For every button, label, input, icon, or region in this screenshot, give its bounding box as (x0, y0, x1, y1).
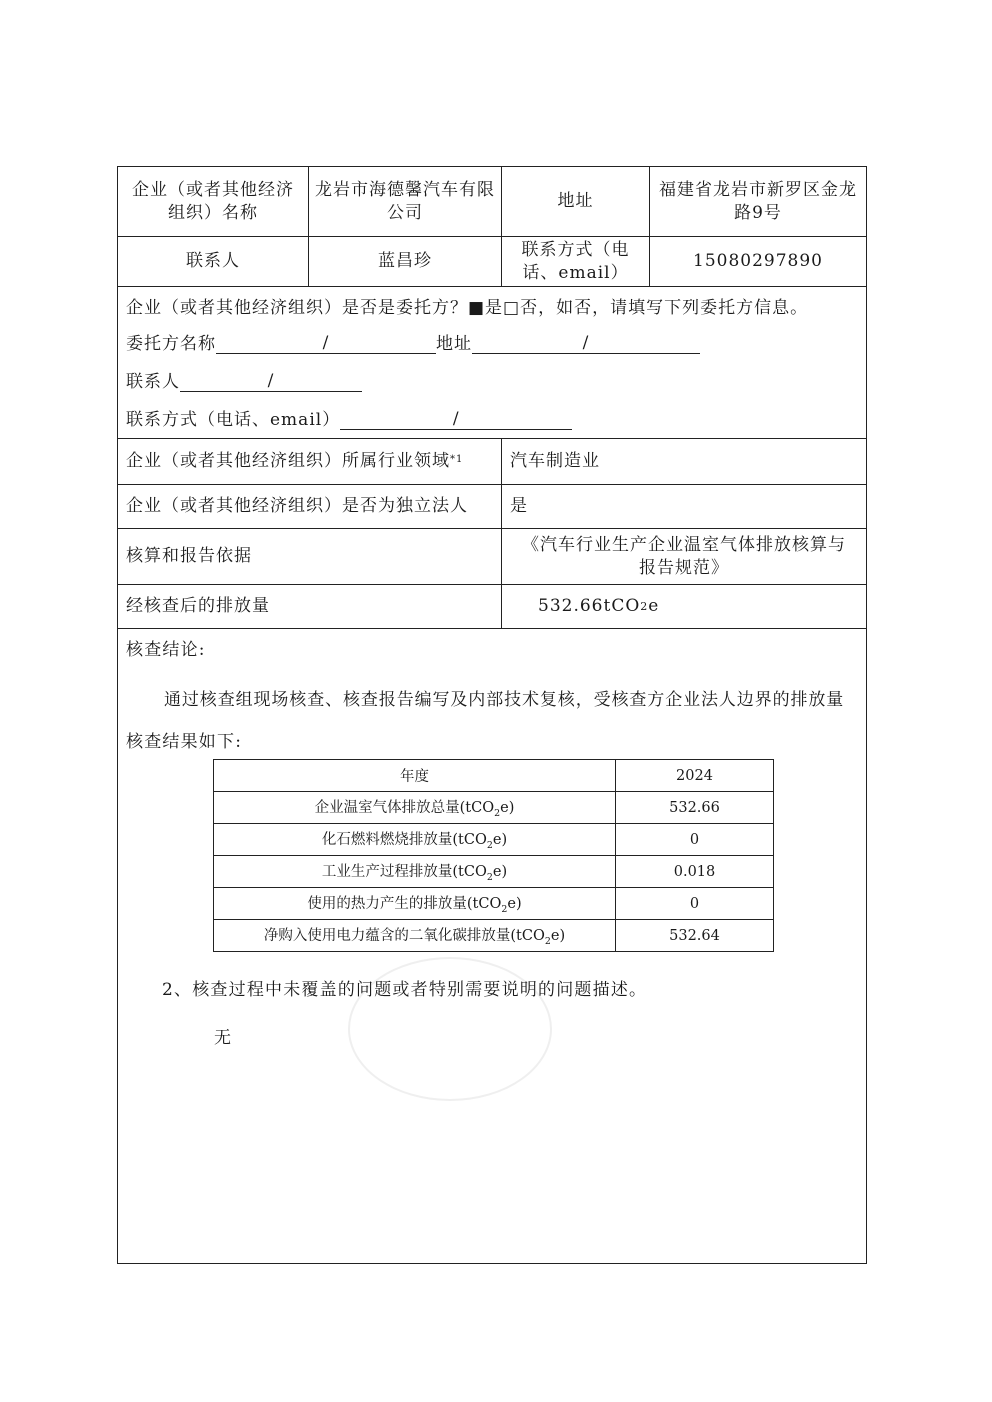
address-label: 地址 (501, 167, 649, 236)
table-row: 净购入使用电力蕴含的二氧化碳排放量(tCO$_2$e) 532.64 (214, 920, 774, 952)
industry-row (118, 439, 866, 485)
entrust-contact-line: 联系人 / (126, 367, 362, 392)
item2-answer: 无 (214, 1028, 233, 1048)
table-row: 企业温室气体排放总量(tCO$_2$e) 532.66 (214, 792, 774, 824)
emission-label: 经核查后的排放量 (126, 596, 270, 616)
table-header-year: 年度 (214, 760, 616, 792)
table-row: 使用的热力产生的排放量(tCO$_2$e) 0 (214, 888, 774, 920)
table-row: 化石燃料燃烧排放量(tCO$_2$e) 0 (214, 824, 774, 856)
faint-seal-stamp (348, 957, 552, 1101)
legal-label: 企业（或者其他经济组织）是否为独立法人 (126, 496, 468, 516)
org-row (118, 167, 866, 237)
entrust-block (118, 287, 866, 439)
basis-value: 《汽车行业生产企业温室气体排放核算与 报告规范》 (501, 529, 866, 584)
conclusion-title: 核查结论: (126, 640, 206, 660)
address-value: 福建省龙岩市新罗区金龙路9号 (649, 167, 866, 236)
contact-label: 联系人 (186, 251, 240, 271)
entrust-name-field: / (216, 333, 436, 354)
basis-label: 核算和报告依据 (126, 546, 252, 566)
contact-row (118, 237, 866, 287)
entrust-address-field: / (472, 333, 700, 354)
legal-row (118, 485, 866, 529)
basis-row (118, 529, 866, 585)
entrust-contact-field: / (180, 371, 362, 392)
org-name-label: 企业（或者其他经济组织）名称 (132, 179, 294, 223)
legal-value: 是 (501, 485, 866, 528)
org-name-value: 龙岩市海德馨汽车有限公司 (308, 167, 501, 236)
table-header-row (214, 760, 774, 792)
entrust-phone-line: 联系方式（电话、email） / (126, 405, 572, 430)
item2-text: 2、核查过程中未覆盖的问题或者特别需要说明的问题描述。 (162, 980, 648, 1000)
industry-value: 汽车制造业 (501, 439, 866, 484)
results-table (213, 759, 774, 952)
entrust-question: 企业（或者其他经济组织）是否是委托方？■是□否，如否，请填写下列委托方信息。 (126, 298, 809, 318)
conclusion-paragraph-line1: 通过核查组现场核查、核查报告编写及内部技术复核，受核查方企业法人边界的排放量 (164, 690, 845, 710)
phone-value: 15080297890 (649, 237, 866, 286)
verification-form (117, 166, 867, 1264)
entrust-name-line: 委托方名称 / 地址 / (126, 329, 700, 354)
conclusion-paragraph-line2: 核查结果如下: (126, 732, 243, 752)
emission-row (118, 585, 866, 629)
table-header-value: 2024 (616, 760, 774, 792)
phone-label: 联系方式（电话、email） (501, 237, 649, 286)
table-row: 工业生产过程排放量(tCO$_2$e) 0.018 (214, 856, 774, 888)
contact-value: 蓝昌珍 (308, 237, 501, 286)
entrust-phone-field: / (340, 409, 572, 430)
emission-value: 532.66tCO 2 e (501, 585, 866, 628)
industry-label: 企业（或者其他经济组织）所属行业领域 *1 (126, 451, 464, 471)
